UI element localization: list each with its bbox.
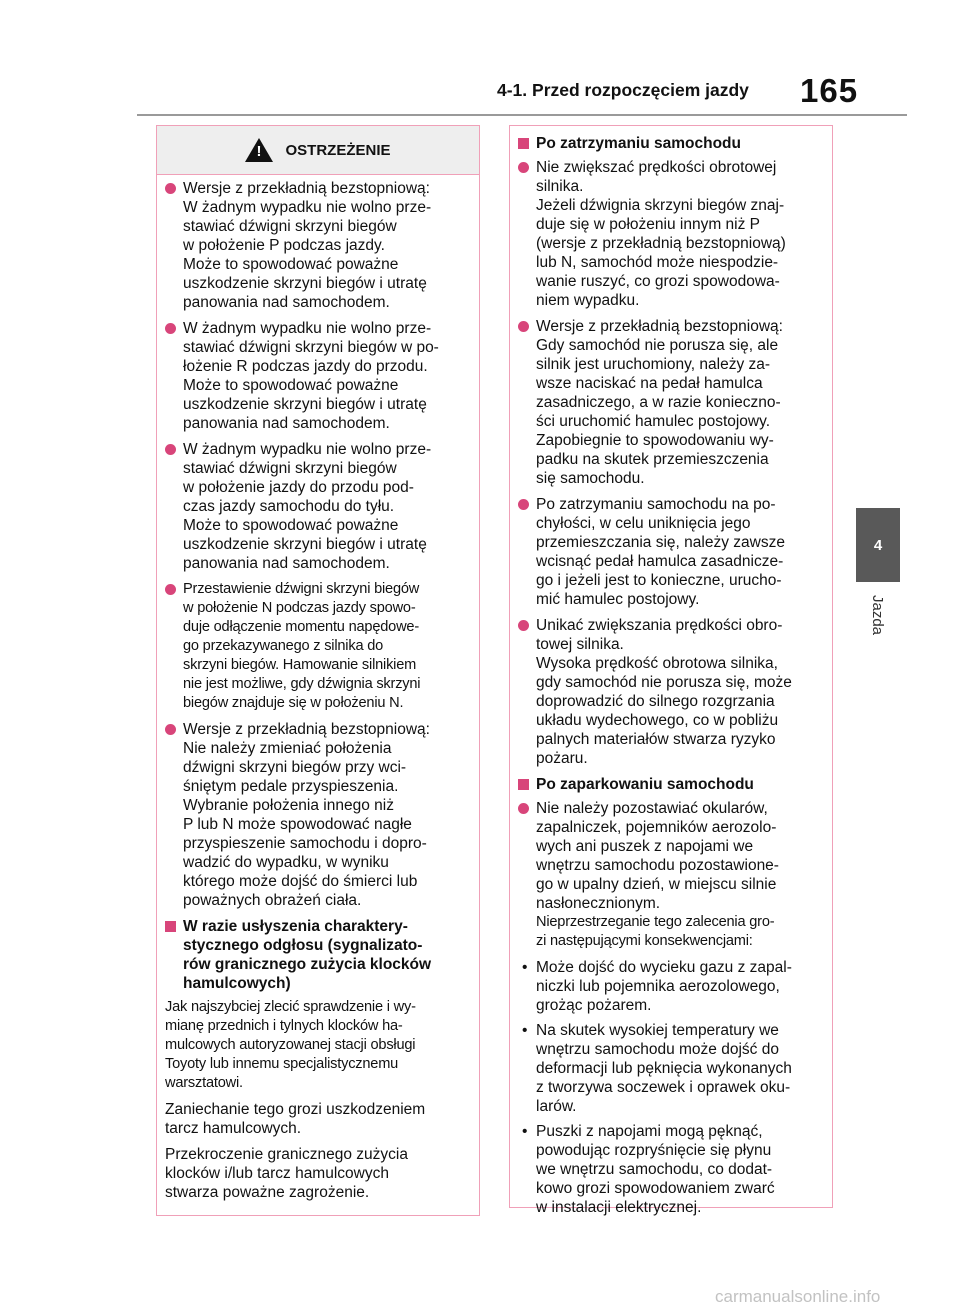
- bullet-dot-icon: [165, 584, 176, 595]
- square-bullet-icon: [518, 779, 529, 790]
- chapter-label-wrap: [862, 595, 894, 655]
- consequence-text: Na skutek wysokiej temperatury we wnętrzu samochodu może dojść do deformacji lub pęknięcia wykonanych z tworzywa soczewek i oprawek oku- larów.: [536, 1022, 792, 1115]
- brake-heading: [165, 917, 473, 993]
- warning-item: [165, 319, 473, 433]
- stop-item: [518, 616, 826, 768]
- warning-item-text: W żadnym wypadku nie wolno prze- stawiać dźwigni skrzyni biegów w po- łożenie R podczas jazdy do przodu. Może to spowodować poważne uszkodzenie skrzyni biegów i utratę panowania nad samochodem.: [183, 320, 439, 432]
- bullet-dot-icon: [165, 323, 176, 334]
- stop-heading: [518, 134, 826, 153]
- stop-item: [518, 158, 826, 310]
- consequence-bullet: [518, 1021, 826, 1116]
- bullet-glyph: •: [522, 1022, 528, 1039]
- bullet-dot-icon: [518, 321, 529, 332]
- chapter-tab: [856, 508, 900, 582]
- bullet-glyph: •: [522, 1123, 528, 1140]
- chapter-number: 4: [873, 536, 883, 554]
- bullet-dot-icon: [165, 724, 176, 735]
- brake-paragraph: Jak najszybciej zlecić sprawdzenie i wy- mianę przednich i tylnych klocków ha- mulcowych autoryzowanej stacji obsługi Toyoty lub innemu specjalistycznemu warsztatowi.: [165, 999, 416, 1091]
- brake-paragraph: Zaniechanie tego grozi uszkodzeniem tarcz hamulcowych.: [165, 1101, 426, 1137]
- consequence-bullet: [518, 1122, 826, 1217]
- brake-heading-text: W razie usłyszenia charaktery- stycznego odgłosu (sygnalizato- rów granicznego zużycia klocków hamulcowych): [183, 918, 432, 992]
- park-item: [518, 799, 826, 913]
- square-bullet-icon: [518, 138, 529, 149]
- chapter-label: Jazda: [869, 595, 886, 636]
- bullet-dot-icon: [518, 620, 529, 631]
- park-item-note: Nieprzestrzeganie tego zalecenia gro- zi następującymi konsekwencjami:: [536, 914, 775, 949]
- stop-item-text: Unikać zwiększania prędkości obro- towej silnika. Wysoka prędkość obrotowa silnika, gdy samochód nie porusza się, może doprowadzić do silnego rozgrzania układu wydechowego, co w pobliżu palnych materiałów stwarza ryzyko pożaru.: [536, 617, 792, 767]
- bullet-glyph: •: [522, 959, 528, 976]
- warning-item: [165, 580, 473, 713]
- stop-heading-text: Po zatrzymaniu samochodu: [536, 135, 741, 152]
- header-divider: [137, 114, 907, 116]
- warning-title: OSTRZEŻENIE: [285, 141, 391, 159]
- warning-item: [165, 720, 473, 910]
- warning-box: [156, 125, 480, 1216]
- park-heading-text: Po zaparkowaniu samochodu: [536, 776, 754, 793]
- stop-item: [518, 495, 826, 609]
- warning-box-continued: [509, 125, 833, 1216]
- warning-item: [165, 440, 473, 573]
- consequence-text: Może dojść do wycieku gazu z zapal- niczki lub pojemnika aerozolowego, grożąc pożarem.: [536, 959, 792, 1014]
- bullet-dot-icon: [165, 444, 176, 455]
- park-heading: [518, 775, 826, 794]
- watermark: carmanualsonline.info: [715, 1287, 881, 1306]
- warning-item-text: Wersje z przekładnią bezstopniową: Nie należy zmieniać położenia dźwigni skrzyni biegów przy wci- śniętym pedale przyspieszenia. Wybranie położenia innego niż P lub N może spowodować nagłe przyspieszenie samochodu i dopro- wadzić do wypadku, w wyniku którego może dojść do śmierci lub poważnych obrażeń ciała.: [183, 721, 430, 909]
- warning-item: [165, 179, 473, 312]
- consequence-bullet: [518, 958, 826, 1015]
- park-item-text: Nie należy pozostawiać okularów, zapalniczek, pojemników aerozolo- wych ani puszek z napojami we wnętrzu samochodu pozostawione- go w upalny dzień, w miejscu silnie nasłonecznionym.: [536, 800, 779, 912]
- square-bullet-icon: [165, 921, 176, 932]
- stop-item-text: Wersje z przekładnią bezstopniową: Gdy samochód nie porusza się, ale silnik jest uruchomiony, należy za- wsze naciskać na pedał hamulca zasadniczego, a w razie konieczno- ści uruchomić hamulec postojowy. Zapobiegnie to spowodowaniu wy- padku na skutek przemieszczenia się samochodu.: [536, 318, 783, 487]
- warning-triangle-icon: [245, 138, 273, 162]
- bullet-dot-icon: [518, 162, 529, 173]
- stop-item-text: Nie zwiększać prędkości obrotowej silnika. Jeżeli dźwignia skrzyni biegów znaj- duje się w położeniu innym niż P (wersje z przekładnią bezstopniową) lub N, samochód może niespodzie- wanie ruszyć, co grozi spowodowa- niem wypadku.: [536, 159, 786, 309]
- bullet-dot-icon: [518, 499, 529, 510]
- brake-paragraph: Przekroczenie granicznego zużycia klocków i/lub tarcz hamulcowych stwarza poważne zagrożenie.: [165, 1146, 408, 1201]
- warning-item-text: Wersje z przekładnią bezstopniową: W żadnym wypadku nie wolno prze- stawiać dźwigni skrzyni biegów w położenie P podczas jazdy. Może to spowodować poważne uszkodzenie skrzyni biegów i utratę panowania nad samochodem.: [183, 180, 432, 311]
- warning-header: [157, 126, 479, 175]
- stop-item-text: Po zatrzymaniu samochodu na po- chyłości, w celu uniknięcia jego przemieszczania się, należy zawsze wcisnąć pedał hamulca zasadnicze- go i jeżeli jest to konieczne, urucho- mić hamulec postojowy.: [536, 496, 785, 608]
- page-number: 165: [800, 72, 859, 109]
- bullet-dot-icon: [165, 183, 176, 194]
- bullet-dot-icon: [518, 803, 529, 814]
- consequence-text: Puszki z napojami mogą pęknąć, powodując rozpryśnięcie się płynu we wnętrzu samochodu, co dodat- kowo grozi spowodowaniem zwarć w instalacji elektrycznej.: [536, 1123, 775, 1216]
- warning-item-text: W żadnym wypadku nie wolno prze- stawiać dźwigni skrzyni biegów w położenie jazdy do przodu pod- czas jazdy samochodu do tyłu. Może to spowodować poważne uszkodzenie skrzyni biegów i utratę panowania nad samochodem.: [183, 441, 432, 572]
- section-title: 4-1. Przed rozpoczęciem jazdy: [497, 80, 749, 100]
- warning-item-text: Przestawienie dźwigni skrzyni biegów w położenie N podczas jazdy spowo- duje odłączenie momentu napędowe- go przekazywanego z silnika do skrzyni biegów. Hamowanie silnikiem nie jest możliwe, gdy dźwignia skrzyni biegów znajduje się w położeniu N.: [183, 581, 421, 711]
- stop-item: [518, 317, 826, 488]
